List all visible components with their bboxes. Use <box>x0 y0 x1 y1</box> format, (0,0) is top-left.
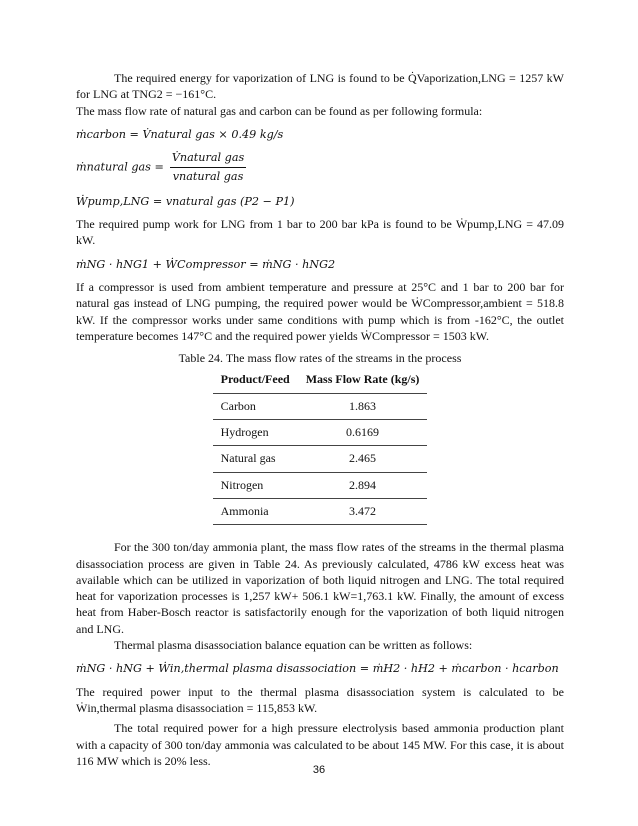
column-header-product: Product/Feed <box>213 368 298 393</box>
fraction <box>170 150 246 186</box>
mass-flow-table <box>213 368 428 525</box>
equation-carbon-flow: ṁcarbon = V̇natural gas × 0.49 kg/s <box>76 127 284 141</box>
table-cell-product: Carbon <box>213 393 298 419</box>
paragraph-compressor: If a compressor is used from ambient temperature and pressure at 25°C and 1 bar to 200 bar for natural gas instead of LNG pumping, the required power would be ẆCompressor,ambient = 518.8 kW. If the compressor works under same conditions with pump which is from -162°C, the outlet temperature becomes 147°C and the required power yields ẆCompressor = 1503 kW. <box>76 279 564 343</box>
page-content <box>76 70 564 769</box>
paragraph-total-power: The total required power for a high pressure electrolysis based ammonia production plant with a capacity of 300 ton/day ammonia was calculated to be about 145 MW. For this case, it is about 116 MW which is 20% less. <box>76 721 564 768</box>
fraction-numerator: V̇natural gas <box>170 150 246 168</box>
equation-natural-gas-flow: ṁnatural gas = $\frac{\text{V̇natural gas}}{\text{vnatural gas}}$ <box>76 150 564 186</box>
paragraph-lng-vaporization: The required energy for vaporization of LNG is found to be Q̇Vaporization,LNG = 1257 kW for LNG at TNG2 = −161°C. <box>76 71 564 102</box>
paragraph-ammonia-plant: For the 300 ton/day ammonia plant, the mass flow rates of the streams in the thermal plasma disassociation process are given in Table 24. As previously calculated, 4786 kW excess heat was available which can be utilized in vaporization of both liquid nitrogen and LNG. The total required heat for vaporization processes is 1,257 kW+ 506.1 kW=1,763.1 kW. Finally, the amount of excess heat from Haber-Bosch reactor is satisfactorily enough for the vaporization of both liquid nitrogen and LNG. <box>76 540 564 636</box>
table-header-row <box>213 368 428 393</box>
equation-plasma-balance: ṁNG · hNG + Ẇin,thermal plasma disassociation = ṁH2 · hH2 + ṁcarbon · hcarbon <box>76 662 559 676</box>
paragraph-balance-intro: Thermal plasma disassociation balance equation can be written as follows: <box>114 638 473 653</box>
table-cell-product: Natural gas <box>213 446 298 472</box>
paragraph-power-input: The required power input to the thermal plasma disassociation system is calculated to be Ẇin,thermal plasma disassociation = 115,853 kW. <box>76 684 564 715</box>
table-caption: Table 24. The mass flow rates of the streams in the process <box>178 351 462 366</box>
table-row <box>213 393 428 419</box>
table-row <box>213 446 428 472</box>
paragraph-pump-work: The required pump work for LNG from 1 bar to 200 bar kPa is found to be Ẇpump,LNG = 47.09 kW. <box>76 217 564 248</box>
table-cell-rate: 3.472 <box>298 498 428 524</box>
table-cell-rate: 1.863 <box>298 393 428 419</box>
equation-pump-work: Ẇpump,LNG = vnatural gas (P2 − P1) <box>76 194 295 208</box>
equation-compressor-balance: ṁNG · hNG1 + ẆCompressor = ṁNG · hNG2 <box>76 257 336 271</box>
column-header-rate: Mass Flow Rate (kg/s) <box>298 368 428 393</box>
table-row <box>213 420 428 446</box>
table-row <box>213 472 428 498</box>
table-cell-rate: 0.6169 <box>298 420 428 446</box>
table-cell-product: Hydrogen <box>213 420 298 446</box>
paragraph-mass-flow-intro: The mass flow rate of natural gas and carbon can be found as per following formula: <box>76 103 483 118</box>
fraction-denominator: vnatural gas <box>172 170 244 184</box>
table-cell-product: Nitrogen <box>213 472 298 498</box>
table-cell-rate: 2.465 <box>298 446 428 472</box>
table-cell-rate: 2.894 <box>298 472 428 498</box>
page-number: 36 <box>312 764 326 776</box>
table-row <box>213 498 428 524</box>
table-cell-product: Ammonia <box>213 498 298 524</box>
